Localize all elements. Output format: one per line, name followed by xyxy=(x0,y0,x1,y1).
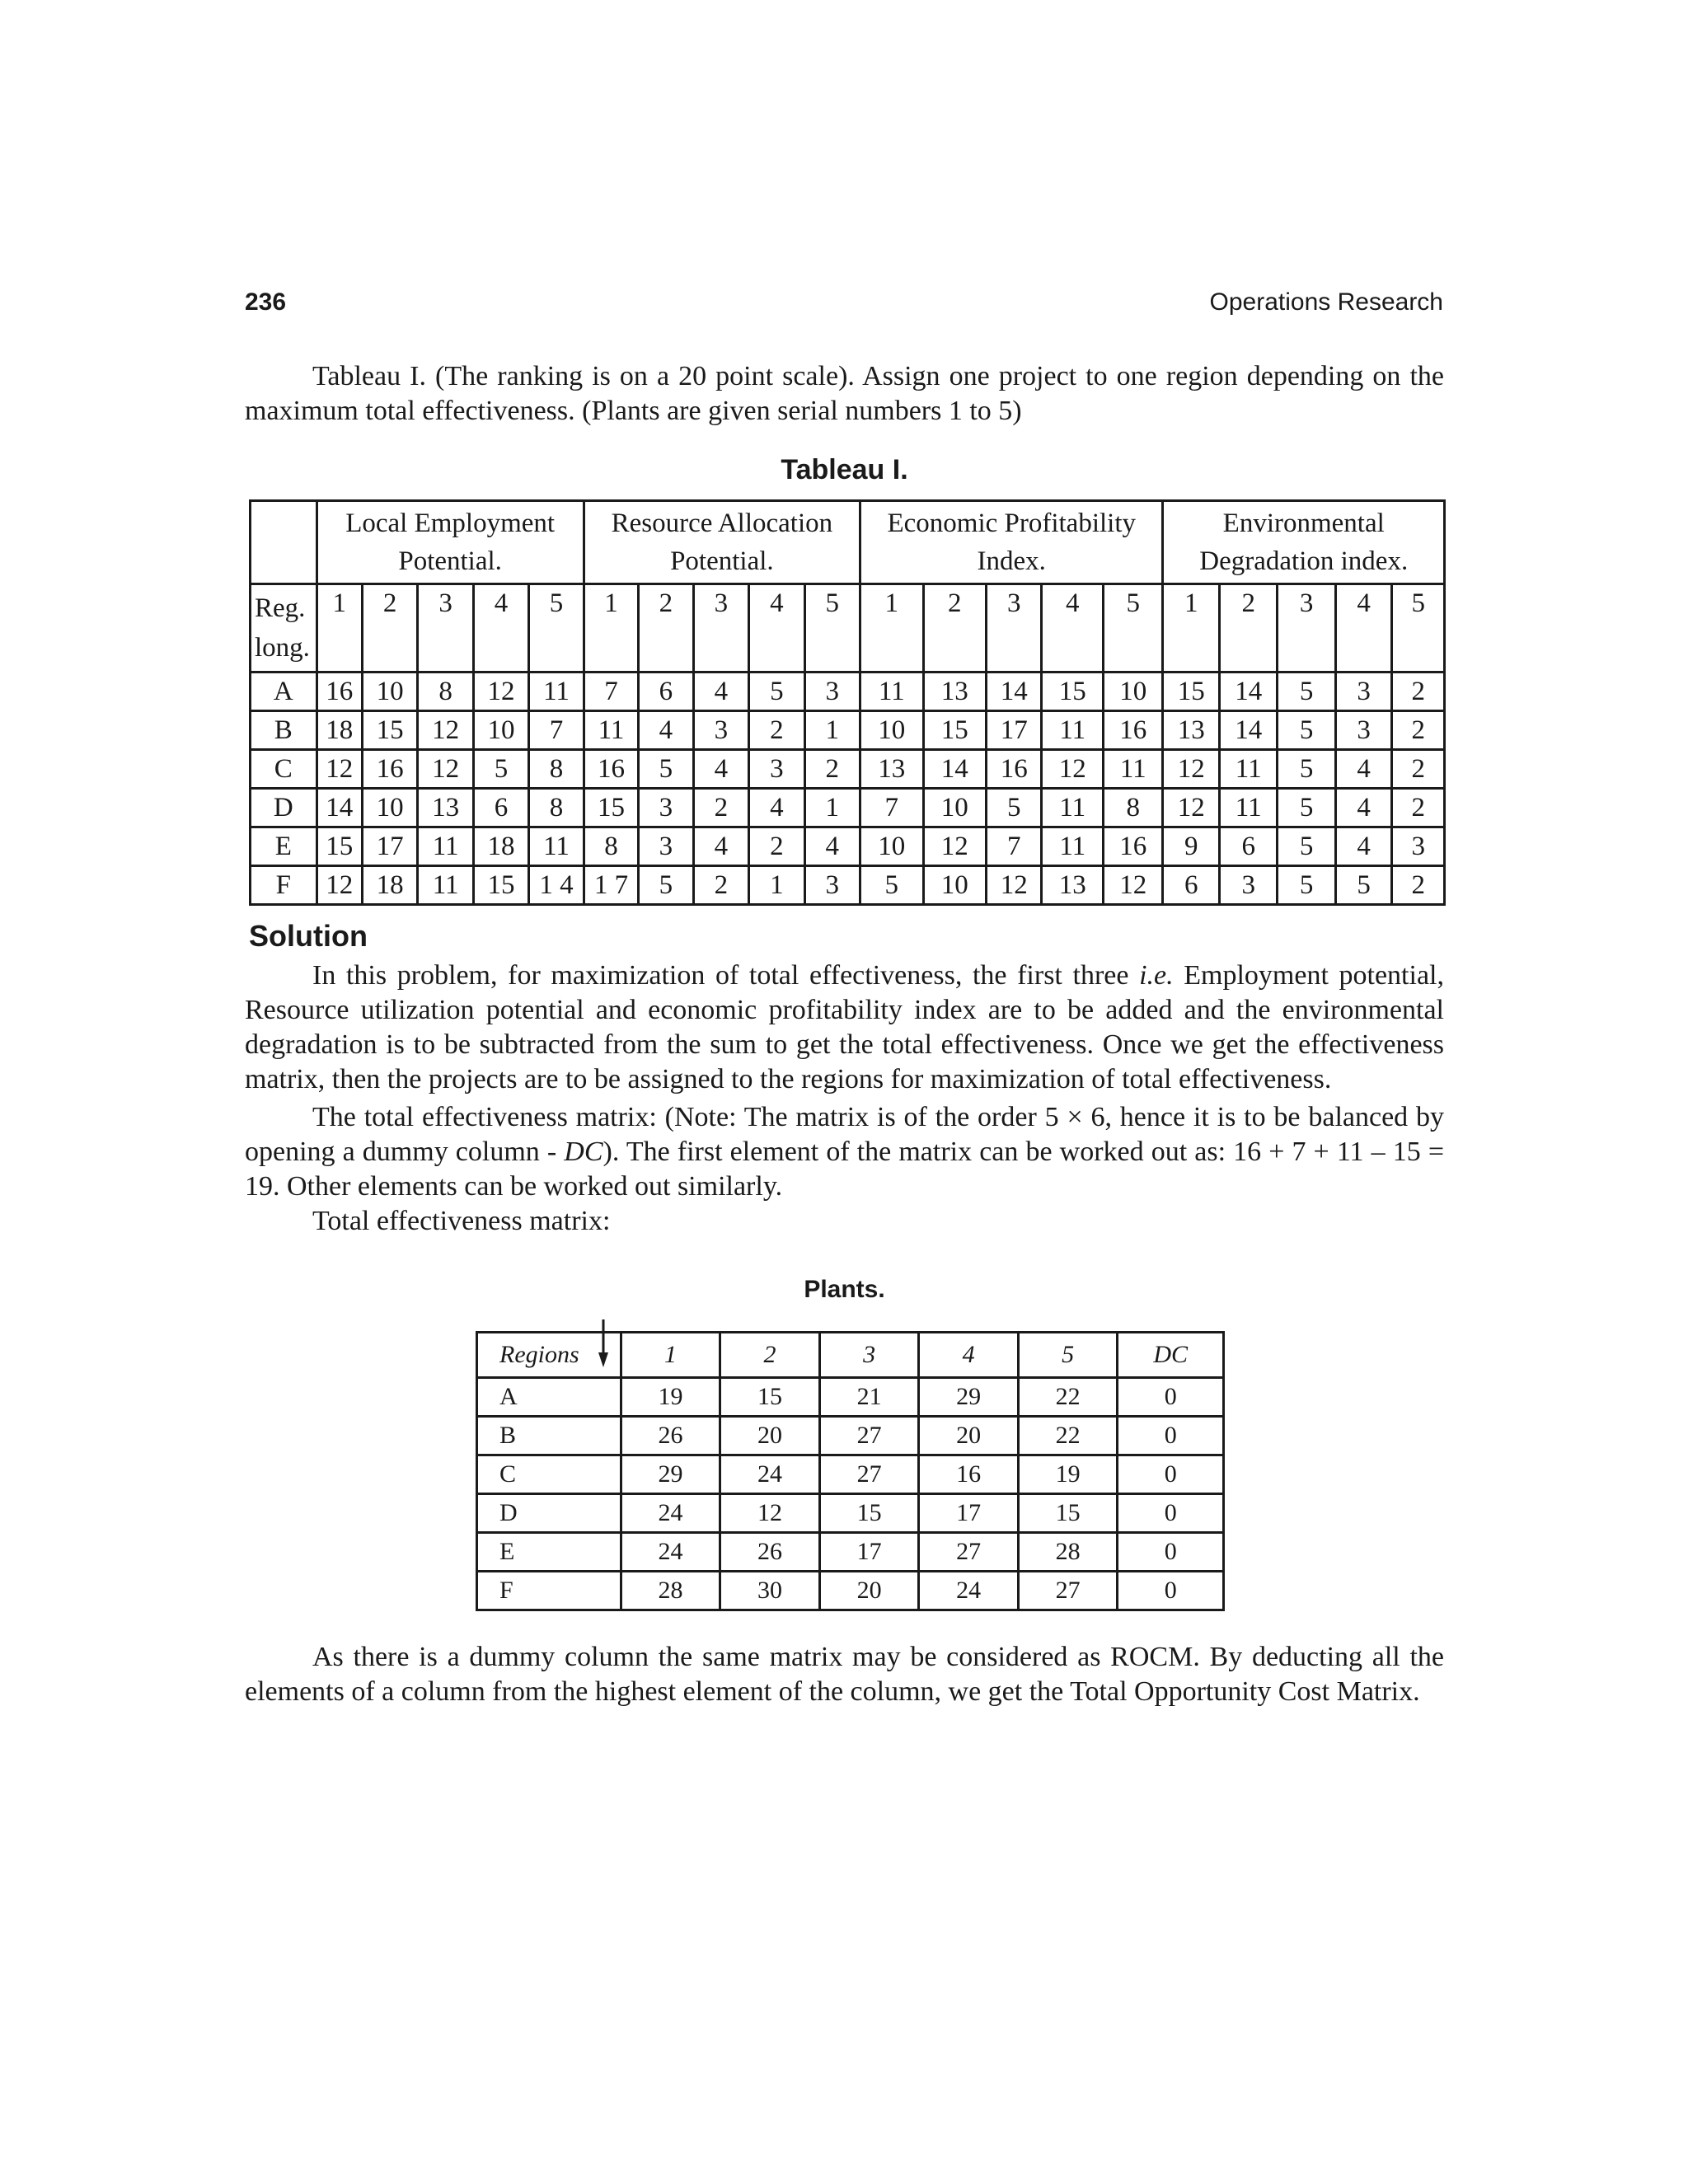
tableau-cell: 11 xyxy=(1219,789,1277,827)
matrix-cell: 27 xyxy=(1018,1572,1118,1610)
regions-label: Regions xyxy=(477,1333,621,1378)
matrix-cell: 27 xyxy=(819,1417,919,1455)
tableau-cell: 2 xyxy=(1392,750,1445,789)
table-row xyxy=(477,1572,1224,1610)
tableau-cell: 6 xyxy=(1219,827,1277,866)
region-label: B xyxy=(251,711,317,750)
matrix-cell: 17 xyxy=(819,1533,919,1572)
tableau-cell: 10 xyxy=(1103,673,1163,711)
tableau-cell: 12 xyxy=(418,711,473,750)
matrix-cell: 0 xyxy=(1118,1533,1224,1572)
matrix-cell: 0 xyxy=(1118,1494,1224,1533)
tableau-cell: 2 xyxy=(804,750,860,789)
region-label: C xyxy=(477,1455,621,1494)
para2-dc: DC xyxy=(564,1137,603,1167)
tableau-cell: 2 xyxy=(1392,866,1445,905)
tableau-cell: 15 xyxy=(362,711,417,750)
table-row xyxy=(477,1533,1224,1572)
tableau-subcolumn-header: 3 xyxy=(693,584,748,673)
solution-paragraph-1 xyxy=(245,958,1444,1097)
intro-paragraph: Tableau I. (The ranking is on a 20 point scale). Assign one project to one region depending on the maximum total effectiveness. (Plants are given serial numbers 1 to 5) xyxy=(245,361,1444,426)
para1-ie: i.e. xyxy=(1139,960,1174,991)
tableau-subcolumn-header: 5 xyxy=(804,584,860,673)
tableau-cell: 8 xyxy=(1103,789,1163,827)
tableau-cell: 11 xyxy=(1042,789,1104,827)
para2-text-b: ). The first element of the matrix can be worked out as: 16 + 7 + 11 – 15 = 19. Other elements can be worked out similarly. xyxy=(245,1137,1444,1202)
tableau-cell: 4 xyxy=(693,750,748,789)
closing-section xyxy=(245,1640,1444,1709)
tableau-cell: 14 xyxy=(923,750,987,789)
tableau-subcolumn-header: 2 xyxy=(362,584,417,673)
tableau-cell: 1 4 xyxy=(529,866,584,905)
intro-section xyxy=(245,359,1444,429)
page-number: 236 xyxy=(245,288,287,316)
tableau-cell: 7 xyxy=(987,827,1042,866)
matrix-cell: 0 xyxy=(1118,1378,1224,1417)
tableau-cell: 2 xyxy=(749,711,804,750)
matrix-cell: 26 xyxy=(621,1417,720,1455)
tableau-cell: 4 xyxy=(639,711,693,750)
tableau-cell: 3 xyxy=(639,827,693,866)
matrix-column-header: 2 xyxy=(720,1333,820,1378)
tableau-cell: 14 xyxy=(1219,673,1277,711)
table-row xyxy=(477,1378,1224,1417)
matrix-cell: 24 xyxy=(621,1494,720,1533)
tableau-cell: 15 xyxy=(1163,673,1219,711)
region-label: F xyxy=(477,1572,621,1610)
region-label: D xyxy=(251,789,317,827)
tableau-cell: 9 xyxy=(1163,827,1219,866)
tableau-cell: 5 xyxy=(1278,711,1335,750)
tableau-cell: 5 xyxy=(1278,827,1335,866)
tableau-subheader-row xyxy=(251,584,1445,673)
tableau-cell: 3 xyxy=(1335,711,1391,750)
tableau-table xyxy=(249,499,1446,906)
matrix-cell: 24 xyxy=(919,1572,1019,1610)
tableau-cell: 3 xyxy=(639,789,693,827)
matrix-cell: 20 xyxy=(919,1417,1019,1455)
tableau-cell: 1 xyxy=(749,866,804,905)
matrix-cell: 26 xyxy=(720,1533,820,1572)
matrix-cell: 19 xyxy=(1018,1455,1118,1494)
tableau-cell: 11 xyxy=(1219,750,1277,789)
tableau-cell: 4 xyxy=(693,673,748,711)
tableau-group-header-row xyxy=(251,501,1445,584)
solution-paragraph-3: Total effectiveness matrix: xyxy=(312,1206,611,1236)
running-head: Operations Research xyxy=(1209,288,1443,316)
tableau-cell: 12 xyxy=(1163,789,1219,827)
tableau-cell: 14 xyxy=(1219,711,1277,750)
matrix-cell: 20 xyxy=(720,1417,820,1455)
tableau-subcolumn-header: 2 xyxy=(923,584,987,673)
tableau-cell: 11 xyxy=(1042,827,1104,866)
matrix-cell: 0 xyxy=(1118,1455,1224,1494)
tableau-cell: 13 xyxy=(923,673,987,711)
tableau-cell: 13 xyxy=(860,750,924,789)
tableau-cell: 12 xyxy=(316,750,362,789)
tableau-group-header: Local Employment Potential. xyxy=(316,501,584,584)
tableau-cell: 3 xyxy=(749,750,804,789)
tableau-cell: 4 xyxy=(804,827,860,866)
matrix-cell: 15 xyxy=(720,1378,820,1417)
tableau-cell: 10 xyxy=(860,827,924,866)
tableau-subcolumn-header: 1 xyxy=(584,584,638,673)
tableau-cell: 5 xyxy=(749,673,804,711)
tableau-cell: 6 xyxy=(639,673,693,711)
tableau-cell: 11 xyxy=(1103,750,1163,789)
table-row xyxy=(251,711,1445,750)
tableau-cell: 5 xyxy=(1278,789,1335,827)
region-label: A xyxy=(251,673,317,711)
tableau-subcolumn-header: 1 xyxy=(1163,584,1219,673)
tableau-subcolumn-header: 3 xyxy=(418,584,473,673)
matrix-cell: 0 xyxy=(1118,1417,1224,1455)
tableau-cell: 7 xyxy=(860,789,924,827)
tableau-cell: 12 xyxy=(1103,866,1163,905)
tableau-cell: 2 xyxy=(1392,789,1445,827)
tableau-cell: 11 xyxy=(529,827,584,866)
matrix-cell: 12 xyxy=(720,1494,820,1533)
tableau-cell: 15 xyxy=(316,827,362,866)
tableau-subcolumn-header: 1 xyxy=(860,584,924,673)
tableau-cell: 4 xyxy=(693,827,748,866)
matrix-cell: 30 xyxy=(720,1572,820,1610)
matrix-column-header: DC xyxy=(1118,1333,1224,1378)
tableau-group-header: Resource Allocation Potential. xyxy=(584,501,860,584)
region-label: E xyxy=(251,827,317,866)
tableau-subcolumn-header: 4 xyxy=(473,584,528,673)
tableau-cell: 3 xyxy=(693,711,748,750)
tableau-cell: 13 xyxy=(1163,711,1219,750)
tableau-cell: 4 xyxy=(1335,789,1391,827)
table-row xyxy=(251,789,1445,827)
tableau-cell: 11 xyxy=(1042,711,1104,750)
matrix-cell: 17 xyxy=(919,1494,1019,1533)
solution-heading: Solution xyxy=(249,919,368,953)
reg-long-label: Reg. long. xyxy=(251,584,317,673)
matrix-column-header: 4 xyxy=(919,1333,1019,1378)
matrix-cell: 24 xyxy=(621,1533,720,1572)
matrix-cell: 28 xyxy=(1018,1533,1118,1572)
tableau-subcolumn-header: 1 xyxy=(316,584,362,673)
tableau-cell: 1 xyxy=(804,789,860,827)
tableau-subcolumn-header: 2 xyxy=(639,584,693,673)
tableau-cell: 1 7 xyxy=(584,866,638,905)
tableau-cell: 15 xyxy=(473,866,528,905)
tableau-cell: 16 xyxy=(1103,827,1163,866)
matrix-header-row xyxy=(477,1333,1224,1378)
tableau-subcolumn-header: 4 xyxy=(1335,584,1391,673)
tableau-cell: 11 xyxy=(860,673,924,711)
matrix-cell: 29 xyxy=(621,1455,720,1494)
matrix-cell: 28 xyxy=(621,1572,720,1610)
tableau-title: Tableau I. xyxy=(781,454,908,485)
tableau-cell: 6 xyxy=(1163,866,1219,905)
table-row xyxy=(251,866,1445,905)
matrix-cell: 27 xyxy=(919,1533,1019,1572)
matrix-column-header: 3 xyxy=(819,1333,919,1378)
tableau-cell: 12 xyxy=(316,866,362,905)
tableau-cell: 5 xyxy=(639,866,693,905)
tableau-cell: 2 xyxy=(1392,711,1445,750)
tableau-cell: 11 xyxy=(584,711,638,750)
solution-paragraph-2 xyxy=(245,1100,1444,1204)
region-label: E xyxy=(477,1533,621,1572)
tableau-cell: 17 xyxy=(362,827,417,866)
table-row xyxy=(251,673,1445,711)
tableau-cell: 3 xyxy=(1335,673,1391,711)
tableau-cell: 13 xyxy=(418,789,473,827)
tableau-subcolumn-header: 3 xyxy=(987,584,1042,673)
para1-text-a: In this problem, for maximization of total effectiveness, the first three xyxy=(312,960,1140,991)
tableau-subcolumn-header: 5 xyxy=(529,584,584,673)
tableau-cell: 7 xyxy=(529,711,584,750)
tableau-cell: 12 xyxy=(987,866,1042,905)
tableau-cell: 18 xyxy=(316,711,362,750)
tableau-cell: 3 xyxy=(1392,827,1445,866)
tableau-subcolumn-header: 4 xyxy=(749,584,804,673)
tableau-group-header: Environmental Degradation index. xyxy=(1163,501,1445,584)
tableau-cell: 5 xyxy=(1335,866,1391,905)
tableau-cell: 5 xyxy=(1278,866,1335,905)
tableau-cell: 10 xyxy=(923,789,987,827)
matrix-cell: 0 xyxy=(1118,1572,1224,1610)
tableau-corner-cell xyxy=(251,501,317,584)
effectiveness-matrix xyxy=(476,1331,1225,1611)
tableau-cell: 17 xyxy=(987,711,1042,750)
tableau-cell: 12 xyxy=(418,750,473,789)
matrix-cell: 16 xyxy=(919,1455,1019,1494)
matrix-cell: 15 xyxy=(1018,1494,1118,1533)
tableau-cell: 5 xyxy=(473,750,528,789)
tableau-cell: 12 xyxy=(473,673,528,711)
tableau-cell: 4 xyxy=(749,789,804,827)
tableau-cell: 18 xyxy=(473,827,528,866)
matrix-cell: 21 xyxy=(819,1378,919,1417)
tableau-cell: 10 xyxy=(923,866,987,905)
table-row xyxy=(251,827,1445,866)
tableau-cell: 2 xyxy=(693,866,748,905)
tableau-cell: 3 xyxy=(804,673,860,711)
tableau-cell: 12 xyxy=(1163,750,1219,789)
matrix-cell: 19 xyxy=(621,1378,720,1417)
tableau-subcolumn-header: 5 xyxy=(1103,584,1163,673)
tableau-cell: 2 xyxy=(1392,673,1445,711)
region-label: A xyxy=(477,1378,621,1417)
tableau-cell: 6 xyxy=(473,789,528,827)
tableau-subcolumn-header: 2 xyxy=(1219,584,1277,673)
tableau-group-header: Economic Profitability Index. xyxy=(860,501,1163,584)
tableau-cell: 14 xyxy=(987,673,1042,711)
solution-section xyxy=(245,958,1444,1239)
closing-paragraph: As there is a dummy column the same matrix may be considered as ROCM. By deducting all the elements of a column from the highest element of the column, we get the Total Opportunity Cost Matrix. xyxy=(245,1642,1444,1707)
tableau-cell: 2 xyxy=(693,789,748,827)
tableau-cell: 15 xyxy=(584,789,638,827)
down-arrow-icon xyxy=(597,1319,610,1369)
tableau-cell: 2 xyxy=(749,827,804,866)
tableau-cell: 4 xyxy=(1335,827,1391,866)
tableau-subcolumn-header: 4 xyxy=(1042,584,1104,673)
para1-text-b: Employment potential, Resource utilization potential and economic profitability index are to be added and the environmental degradation is to be subtracted from the sum to get the total effectiveness. Once we get the effectiveness matrix, then the projects are to be assigned to the regions for maximization of total effectiveness. xyxy=(245,960,1444,1094)
matrix-title: Plants. xyxy=(804,1276,885,1303)
tableau-cell: 10 xyxy=(362,673,417,711)
tableau-cell: 10 xyxy=(860,711,924,750)
tableau-cell: 16 xyxy=(987,750,1042,789)
tableau-cell: 18 xyxy=(362,866,417,905)
tableau-cell: 8 xyxy=(418,673,473,711)
para2-text-a: The total effectiveness matrix: (Note: The matrix is of the order 5 × 6, hence it is to be balanced by opening a dummy column - xyxy=(245,1102,1444,1167)
tableau-subcolumn-header: 3 xyxy=(1278,584,1335,673)
matrix-cell: 22 xyxy=(1018,1417,1118,1455)
region-label: F xyxy=(251,866,317,905)
matrix-cell: 27 xyxy=(819,1455,919,1494)
region-label: B xyxy=(477,1417,621,1455)
tableau-cell: 5 xyxy=(1278,673,1335,711)
tableau-cell: 12 xyxy=(923,827,987,866)
tableau-cell: 7 xyxy=(584,673,638,711)
tableau-cell: 8 xyxy=(529,750,584,789)
tableau-cell: 15 xyxy=(923,711,987,750)
matrix-cell: 29 xyxy=(919,1378,1019,1417)
tableau-cell: 16 xyxy=(1103,711,1163,750)
tableau-subcolumn-header: 5 xyxy=(1392,584,1445,673)
tableau-cell: 8 xyxy=(529,789,584,827)
tableau-cell: 3 xyxy=(804,866,860,905)
tableau-cell: 16 xyxy=(316,673,362,711)
tableau-cell: 10 xyxy=(362,789,417,827)
matrix-cell: 24 xyxy=(720,1455,820,1494)
matrix-cell: 15 xyxy=(819,1494,919,1533)
table-row xyxy=(477,1417,1224,1455)
matrix-column-header: 5 xyxy=(1018,1333,1118,1378)
tableau-cell: 5 xyxy=(1278,750,1335,789)
matrix-cell: 22 xyxy=(1018,1378,1118,1417)
tableau-cell: 13 xyxy=(1042,866,1104,905)
table-row xyxy=(251,750,1445,789)
tableau-cell: 11 xyxy=(529,673,584,711)
tableau-cell: 12 xyxy=(1042,750,1104,789)
tableau-cell: 16 xyxy=(584,750,638,789)
tableau-cell: 5 xyxy=(987,789,1042,827)
tableau-cell: 15 xyxy=(1042,673,1104,711)
tableau-cell: 14 xyxy=(316,789,362,827)
region-label: D xyxy=(477,1494,621,1533)
tableau-cell: 4 xyxy=(1335,750,1391,789)
tableau-cell: 5 xyxy=(639,750,693,789)
matrix-cell: 20 xyxy=(819,1572,919,1610)
tableau-cell: 16 xyxy=(362,750,417,789)
matrix-column-header: 1 xyxy=(621,1333,720,1378)
tableau-cell: 1 xyxy=(804,711,860,750)
tableau-cell: 8 xyxy=(584,827,638,866)
tableau-cell: 3 xyxy=(1219,866,1277,905)
table-row xyxy=(477,1455,1224,1494)
region-label: C xyxy=(251,750,317,789)
tableau-cell: 11 xyxy=(418,866,473,905)
tableau-cell: 5 xyxy=(860,866,924,905)
tableau-cell: 11 xyxy=(418,827,473,866)
tableau-cell: 10 xyxy=(473,711,528,750)
table-row xyxy=(477,1494,1224,1533)
